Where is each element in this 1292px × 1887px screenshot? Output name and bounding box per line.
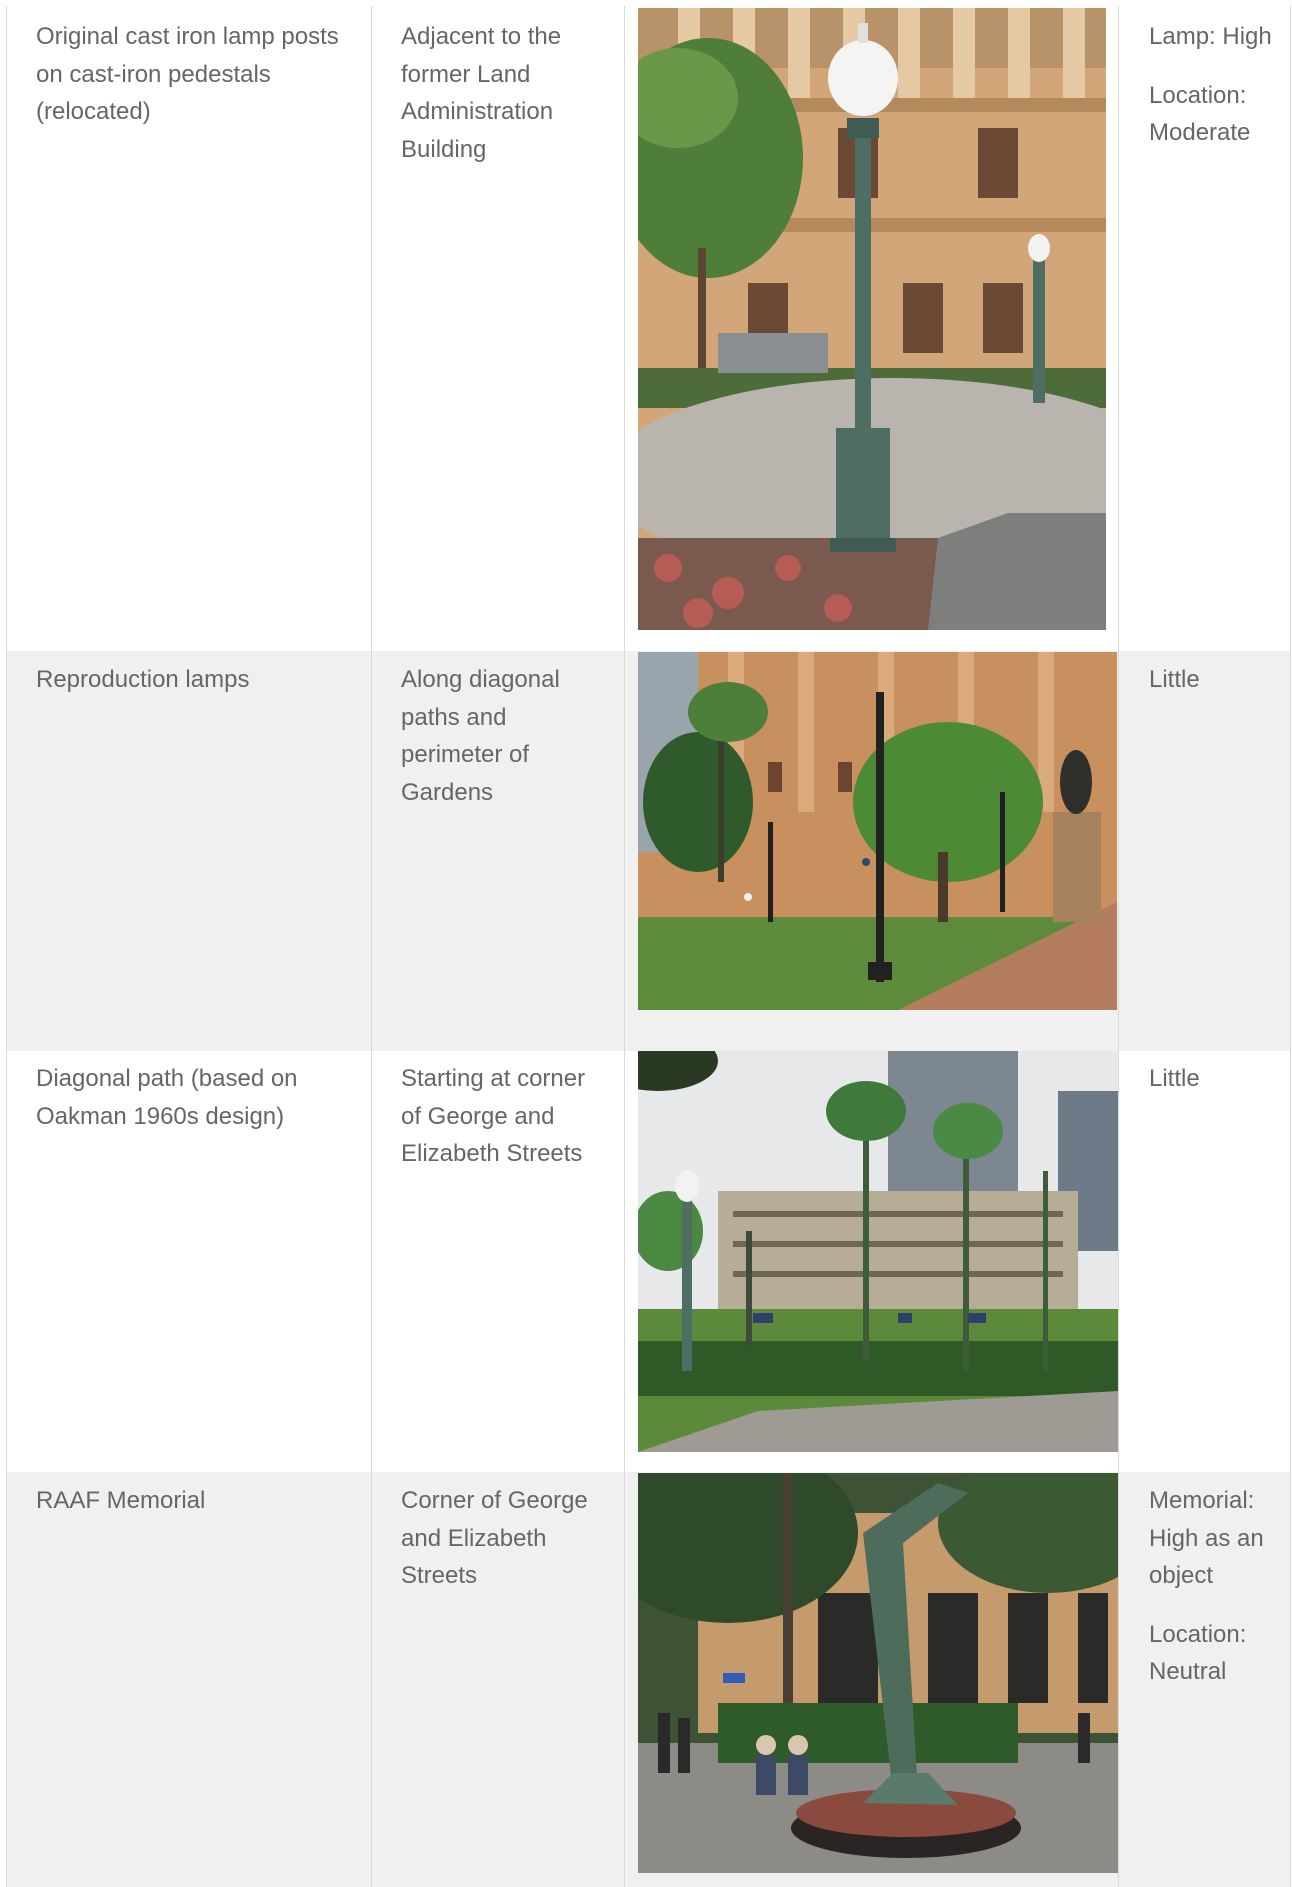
reproduction-lamps-photo: [638, 652, 1117, 1010]
cast-iron-lamp-post-photo: [638, 8, 1106, 630]
significance-text: Lamp: High: [1149, 23, 1272, 50]
location-cell: [401, 1482, 611, 1595]
element-text: Reproduction lamps: [36, 666, 250, 693]
raaf-memorial-photo: [638, 1473, 1119, 1873]
location-cell: [401, 18, 611, 168]
diagonal-path-photo: [638, 1051, 1119, 1452]
element-text: Diagonal path (based on Oakman 1960s design): [36, 1065, 298, 1130]
location-text: Along diagonal paths and perimeter of Gardens: [401, 666, 560, 806]
table-row: [6, 1051, 1291, 1472]
column-divider: [624, 6, 625, 1887]
significance-text: Location: Moderate: [1149, 81, 1251, 146]
location-cell: [401, 661, 611, 811]
significance-text: Location: Neutral: [1149, 1620, 1247, 1685]
significance-text: Memorial: High as an object: [1149, 1487, 1264, 1589]
column-divider: [1118, 6, 1119, 1887]
significance-text: Little: [1149, 666, 1200, 693]
element-cell: [36, 1482, 356, 1520]
significance-cell: [1149, 1060, 1284, 1098]
element-text: RAAF Memorial: [36, 1487, 206, 1514]
location-text: Adjacent to the former Land Administration Building: [401, 23, 562, 163]
element-cell: [36, 18, 356, 131]
significance-text: Little: [1149, 1065, 1200, 1092]
location-text: Corner of George and Elizabeth Streets: [401, 1487, 588, 1589]
column-divider: [6, 6, 7, 1887]
column-divider: [1290, 6, 1291, 1887]
element-text: Original cast iron lamp posts on cast-iron pedestals (relocated): [36, 23, 339, 125]
location-text: Starting at corner of George and Elizabeth Streets: [401, 1065, 586, 1167]
table-row: [6, 651, 1291, 1051]
element-cell: [36, 661, 356, 699]
element-cell: [36, 1060, 356, 1135]
column-divider: [371, 6, 372, 1887]
significance-cell: [1149, 661, 1284, 699]
significance-cell: [1149, 1482, 1284, 1691]
table-row: [6, 1472, 1291, 1887]
table-row: [6, 0, 1291, 645]
location-cell: [401, 1060, 611, 1173]
significance-cell: [1149, 18, 1284, 152]
